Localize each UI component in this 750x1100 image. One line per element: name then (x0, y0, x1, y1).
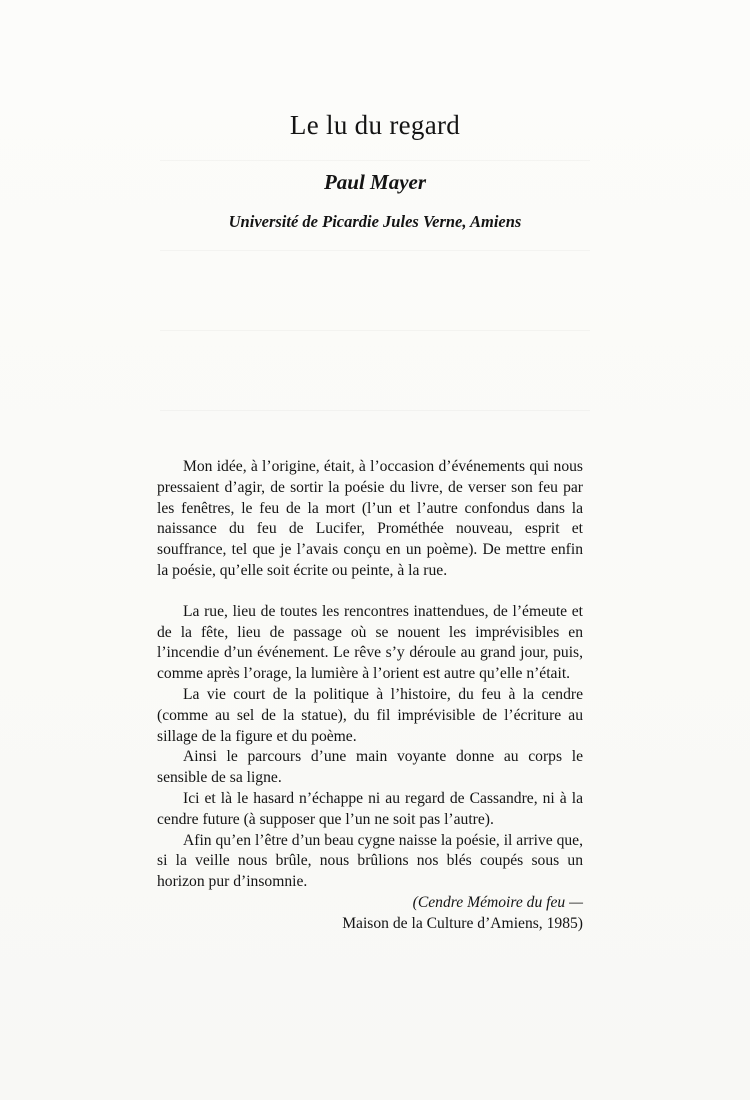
source-venue: Maison de la Culture d’Amiens, 1985) (342, 914, 583, 932)
paragraph: La vie court de la politique à l’histoire, du feu à la cendre (comme au sel de la statue), du fil imprévisible de l’écriture au sillage de la figure et du poème. (157, 685, 583, 745)
paragraph: Mon idée, à l’origine, était, à l’occasion d’événements qui nous pressaient d’agir, de sortir la poésie du livre, de verser son feu par les fenêtres, le feu de la mort (l’un et l’autre confondus dans la naissance du feu de Lucifer, Prométhée nouveau, esprit et souffrance, tel que je l’avais conçu en un poème). De mettre enfin la poésie, qu’elle soit écrite ou peinte, à la rue. (157, 458, 583, 579)
paragraph: La rue, lieu de toutes les rencontres inattendues, de l’émeute et de la fête, lieu de passage où se nouent les imprévisibles en l’incendie d’un événement. Le rêve s’y déroule au grand jour, puis, comme après l’orage, la lumière à l’orient est autre qu’elle n’était. (157, 602, 583, 683)
author-affiliation: Université de Picardie Jules Verne, Amiens (228, 212, 522, 231)
bleed-through-line (160, 330, 590, 331)
paragraph: Ainsi le parcours d’une main voyante donne au corps le sensible de sa ligne. (157, 748, 583, 787)
bleed-through-line (160, 160, 590, 161)
paragraph: Afin qu’en l’être d’un beau cygne naisse la poésie, il arrive que, si la veille nous brûle, nous brûlions nos blés coupés sous un horizon pur d’insomnie. (157, 831, 583, 891)
source-title: (Cendre Mémoire du feu — (412, 893, 583, 911)
bleed-through-line (160, 250, 590, 251)
paragraph: Ici et là le hasard n’échappe ni au regard de Cassandre, ni à la cendre future (à supposer que l’un ne soit pas l’autre). (157, 789, 583, 828)
article-body (157, 457, 583, 935)
source-citation (157, 893, 583, 914)
bleed-through-line (160, 410, 590, 411)
source-citation-venue (157, 914, 583, 935)
author-name: Paul Mayer (323, 170, 427, 194)
article-title: Le lu du regard (289, 110, 461, 140)
